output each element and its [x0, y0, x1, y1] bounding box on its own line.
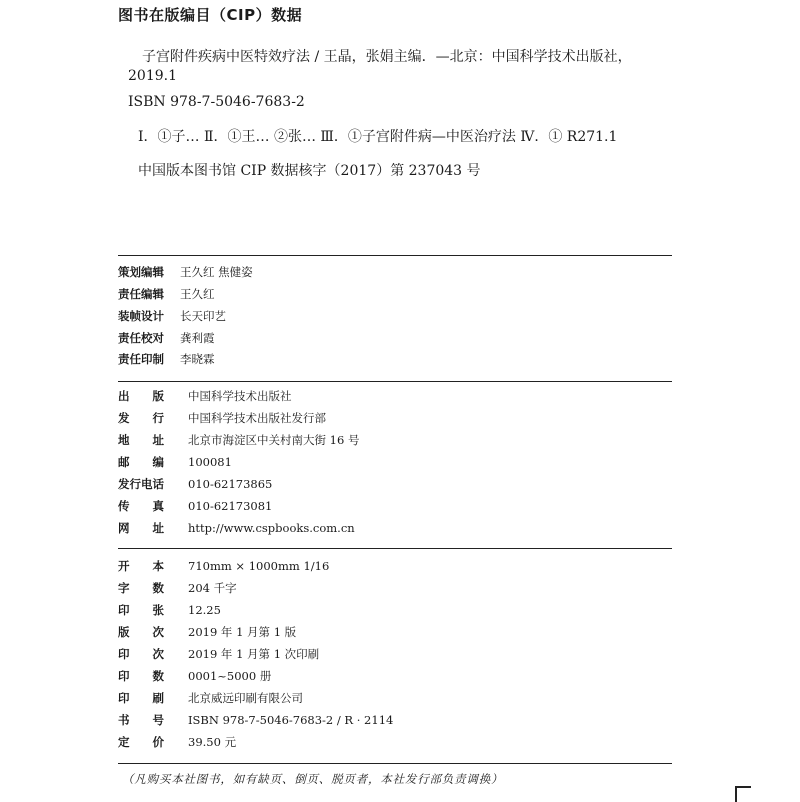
publisher-row: [118, 386, 292, 406]
publisher-label: 出 版: [118, 389, 164, 403]
spec-value: 北京威远印刷有限公司: [188, 691, 303, 705]
publisher-row: [118, 474, 272, 494]
spec-value: 2019 年 1 月第 1 次印刷: [188, 647, 320, 661]
publisher-row: [118, 518, 355, 538]
staff-value: 长天印艺: [180, 309, 226, 323]
publisher-value: 100081: [188, 455, 232, 469]
staff-row: [118, 306, 226, 326]
staff-label: 责任校对: [118, 331, 164, 345]
spec-row: [118, 710, 393, 730]
staff-label: 装帧设计: [118, 309, 164, 323]
spec-value: 2019 年 1 月第 1 版: [188, 625, 297, 639]
spec-label: 印 刷: [118, 691, 164, 705]
spec-row: [118, 666, 271, 686]
spec-label: 字 数: [118, 581, 164, 595]
publisher-row: [118, 430, 359, 450]
publisher-value: 010-62173865: [188, 477, 273, 491]
publisher-label: 网 址: [118, 521, 164, 535]
spec-label: 定 价: [118, 735, 164, 749]
spec-row: [118, 600, 221, 620]
publisher-value: 中国科学技术出版社发行部: [188, 411, 326, 425]
divider: [118, 548, 672, 549]
staff-value: 龚利霞: [180, 331, 215, 345]
spec-value: 12.25: [188, 603, 221, 617]
cip-bibliographic-line: 子宫附件疾病中医特效疗法 / 王晶，张娟主编．—北京：中国科学技术出版社，: [142, 49, 632, 65]
spec-label: 版 次: [118, 625, 164, 639]
cip-isbn: ISBN 978-7-5046-7683-2: [128, 94, 305, 110]
staff-row: [118, 262, 253, 282]
spec-label: 开 本: [118, 559, 164, 573]
publisher-label: 邮 编: [118, 455, 164, 469]
return-policy-notice: （凡购买本社图书，如有缺页、倒页、脱页者，本社发行部负责调换）: [122, 772, 504, 786]
staff-value: 李晓霖: [180, 352, 215, 366]
spec-label: 印 张: [118, 603, 164, 617]
divider: [118, 255, 672, 256]
publisher-label: 地 址: [118, 433, 164, 447]
divider: [118, 381, 672, 382]
publisher-label: 传 真: [118, 499, 164, 513]
spec-value: 710mm × 1000mm 1/16: [188, 559, 330, 573]
cip-publication-date: 2019.1: [128, 68, 177, 84]
staff-row: [118, 284, 215, 304]
publisher-value: 010-62173081: [188, 499, 273, 513]
staff-value: 王久红: [180, 287, 215, 301]
cip-classification: Ⅰ．①子… Ⅱ．①王… ②张… Ⅲ．①子宫附件病—中医治疗法 Ⅳ．① R271.1: [138, 129, 618, 145]
spec-value: 39.50 元: [188, 735, 237, 749]
publisher-label: 发行电话: [118, 477, 164, 491]
spec-row: [118, 622, 296, 642]
spec-value: ISBN 978-7-5046-7683-2 / R · 2114: [188, 713, 394, 727]
staff-label: 责任印制: [118, 352, 164, 366]
spec-label: 书 号: [118, 713, 164, 727]
publisher-value: 北京市海淀区中关村南大街 16 号: [188, 433, 360, 447]
spec-row: [118, 688, 303, 708]
spec-row: [118, 732, 236, 752]
spec-row: [118, 556, 329, 576]
publisher-value: 中国科学技术出版社: [188, 389, 292, 403]
staff-value: 王久红 焦健姿: [180, 265, 253, 279]
spec-row: [118, 644, 319, 664]
divider: [118, 763, 672, 764]
staff-row: [118, 328, 215, 348]
staff-label: 责任编辑: [118, 287, 164, 301]
cip-library-ref: 中国版本图书馆 CIP 数据核字（2017）第 237043 号: [138, 163, 481, 179]
spec-value: 0001~5000 册: [188, 669, 272, 683]
publisher-website: http://www.cspbooks.com.cn: [188, 521, 355, 535]
spec-label: 印 数: [118, 669, 164, 683]
spec-label: 印 次: [118, 647, 164, 661]
cip-title: 图书在版编目（CIP）数据: [118, 6, 303, 24]
publisher-row: [118, 496, 272, 516]
spec-value: 204 千字: [188, 581, 237, 595]
staff-row: [118, 349, 215, 369]
publisher-label: 发 行: [118, 411, 164, 425]
staff-label: 策划编辑: [118, 265, 164, 279]
publisher-row: [118, 452, 232, 472]
spec-row: [118, 578, 237, 598]
publisher-row: [118, 408, 326, 428]
